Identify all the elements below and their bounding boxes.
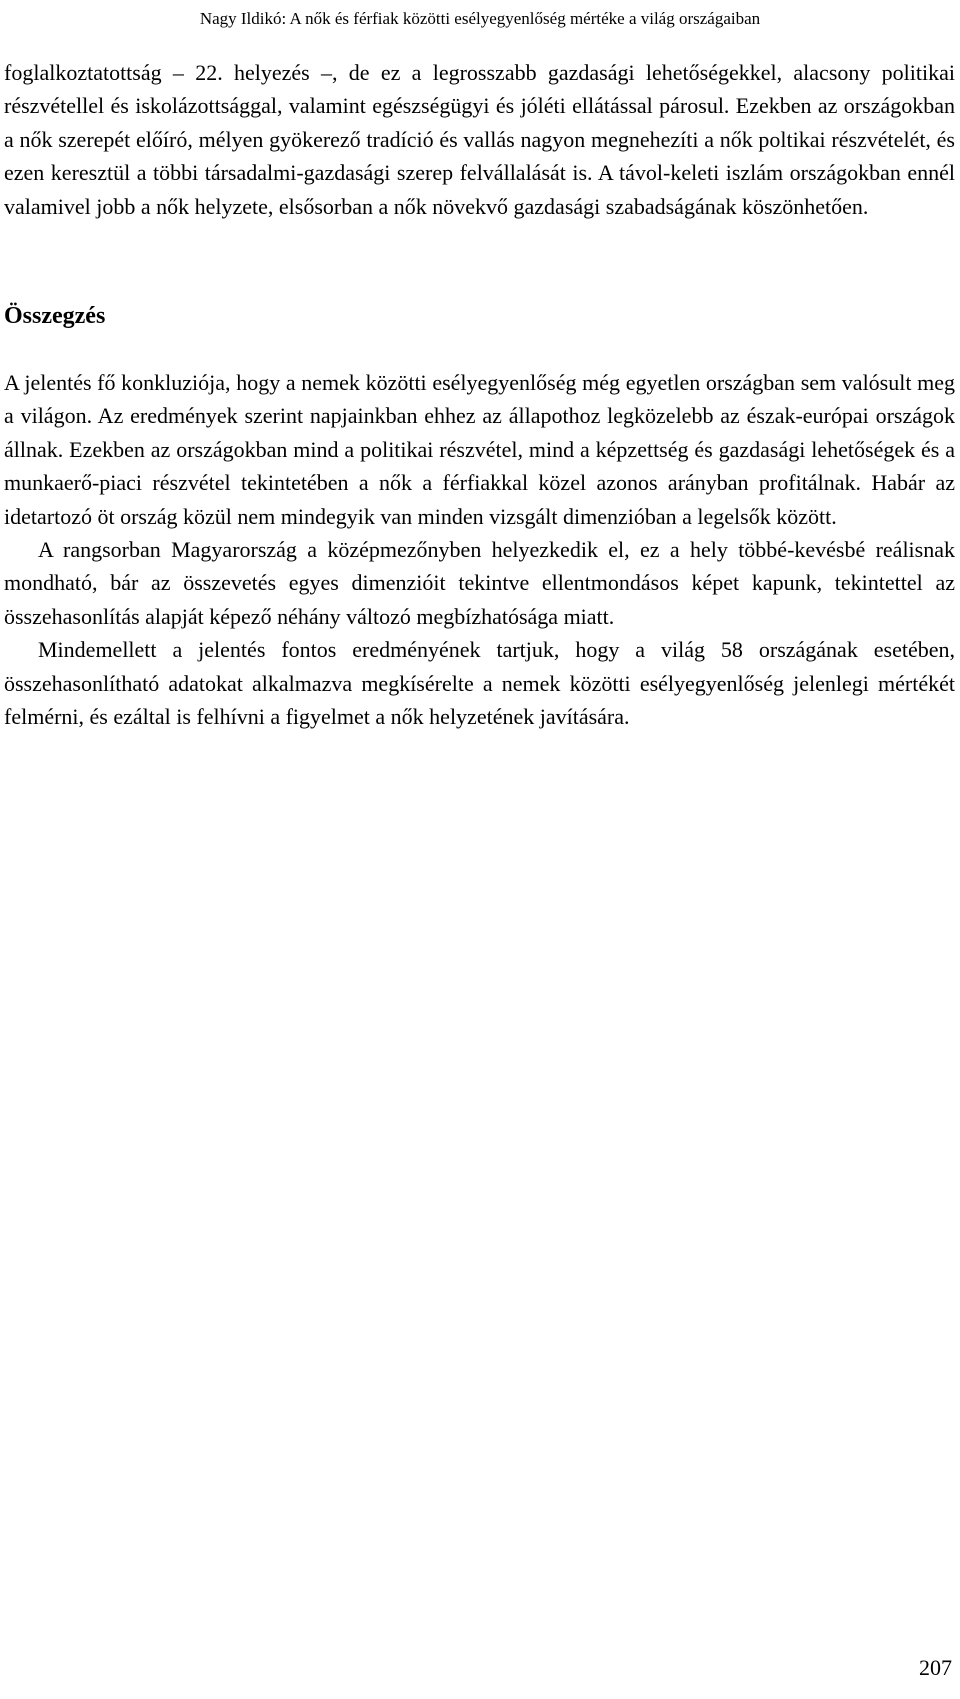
summary-paragraph-1: A jelentés fő konkluziója, hogy a nemek közötti esélyegyenlőség még egyetlen országban sem valósult meg a világon. Az eredmények szerint napjainkban ehhez az állapothoz legközelebb az észak-európai országok állnak. Ezekben az országokban mind a politikai részvétel, mind a képzettség és gazdasági lehetőségek és a munkaerő-piaci részvétel tekintetében a nők a férfiakkal közel azonos arányban profitálnak. Habár az idetartozó öt ország közül nem mindegyik van minden vizsgált dimenzióban a legelsők között.: [4, 370, 955, 529]
paragraph-continuation: foglalkoztatottság – 22. helyezés –, de ez a legrosszabb gazdasági lehetőségekkel, alacsony politikai részvétellel és iskolázottsággal, valamint egészségügyi és jóléti ellátással párosul. Ezekben az országokban a nők szerepét előíró, mélyen gyökerező tradíció és vallás nagyon megnehezíti a nők poltikai részvételét, és ezen keresztül a többi társadalmi-gazdasági szerep felvállalását is. A távol-keleti iszlám országokban ennél valamivel jobb a nők helyzete, elsősorban a nők növekvő gazdasági szabadságának köszönhetően.: [4, 60, 955, 219]
section-heading: Összegzés: [4, 303, 106, 330]
summary-paragraph-3: Mindemellett a jelentés fontos eredményének tartjuk, hogy a világ 58 országának esetében, összehasonlítható adatokat alkalmazva megkísérelte a nemek közötti esélyegyenlőség jelenlegi mértékét felmérni, és ezáltal is felhívni a figyelmet a nők helyzetének javítására.: [4, 637, 955, 730]
page-body: [4, 56, 955, 734]
summary-paragraph-2: A rangsorban Magyarország a középmezőnyben helyezkedik el, ez a hely többé-kevésbé reálisnak mondható, bár az összevetés egyes dimenzióit tekintve ellentmondásos képet kapunk, tekintettel az összehasonlítás alapját képező néhány változó megbízhatósága miatt.: [4, 537, 955, 629]
running-header: Nagy Ildikó: A nők és férfiak közötti esélyegyenlőség mértéke a világ országaiban: [199, 9, 761, 28]
page-number: 207: [919, 1655, 952, 1680]
